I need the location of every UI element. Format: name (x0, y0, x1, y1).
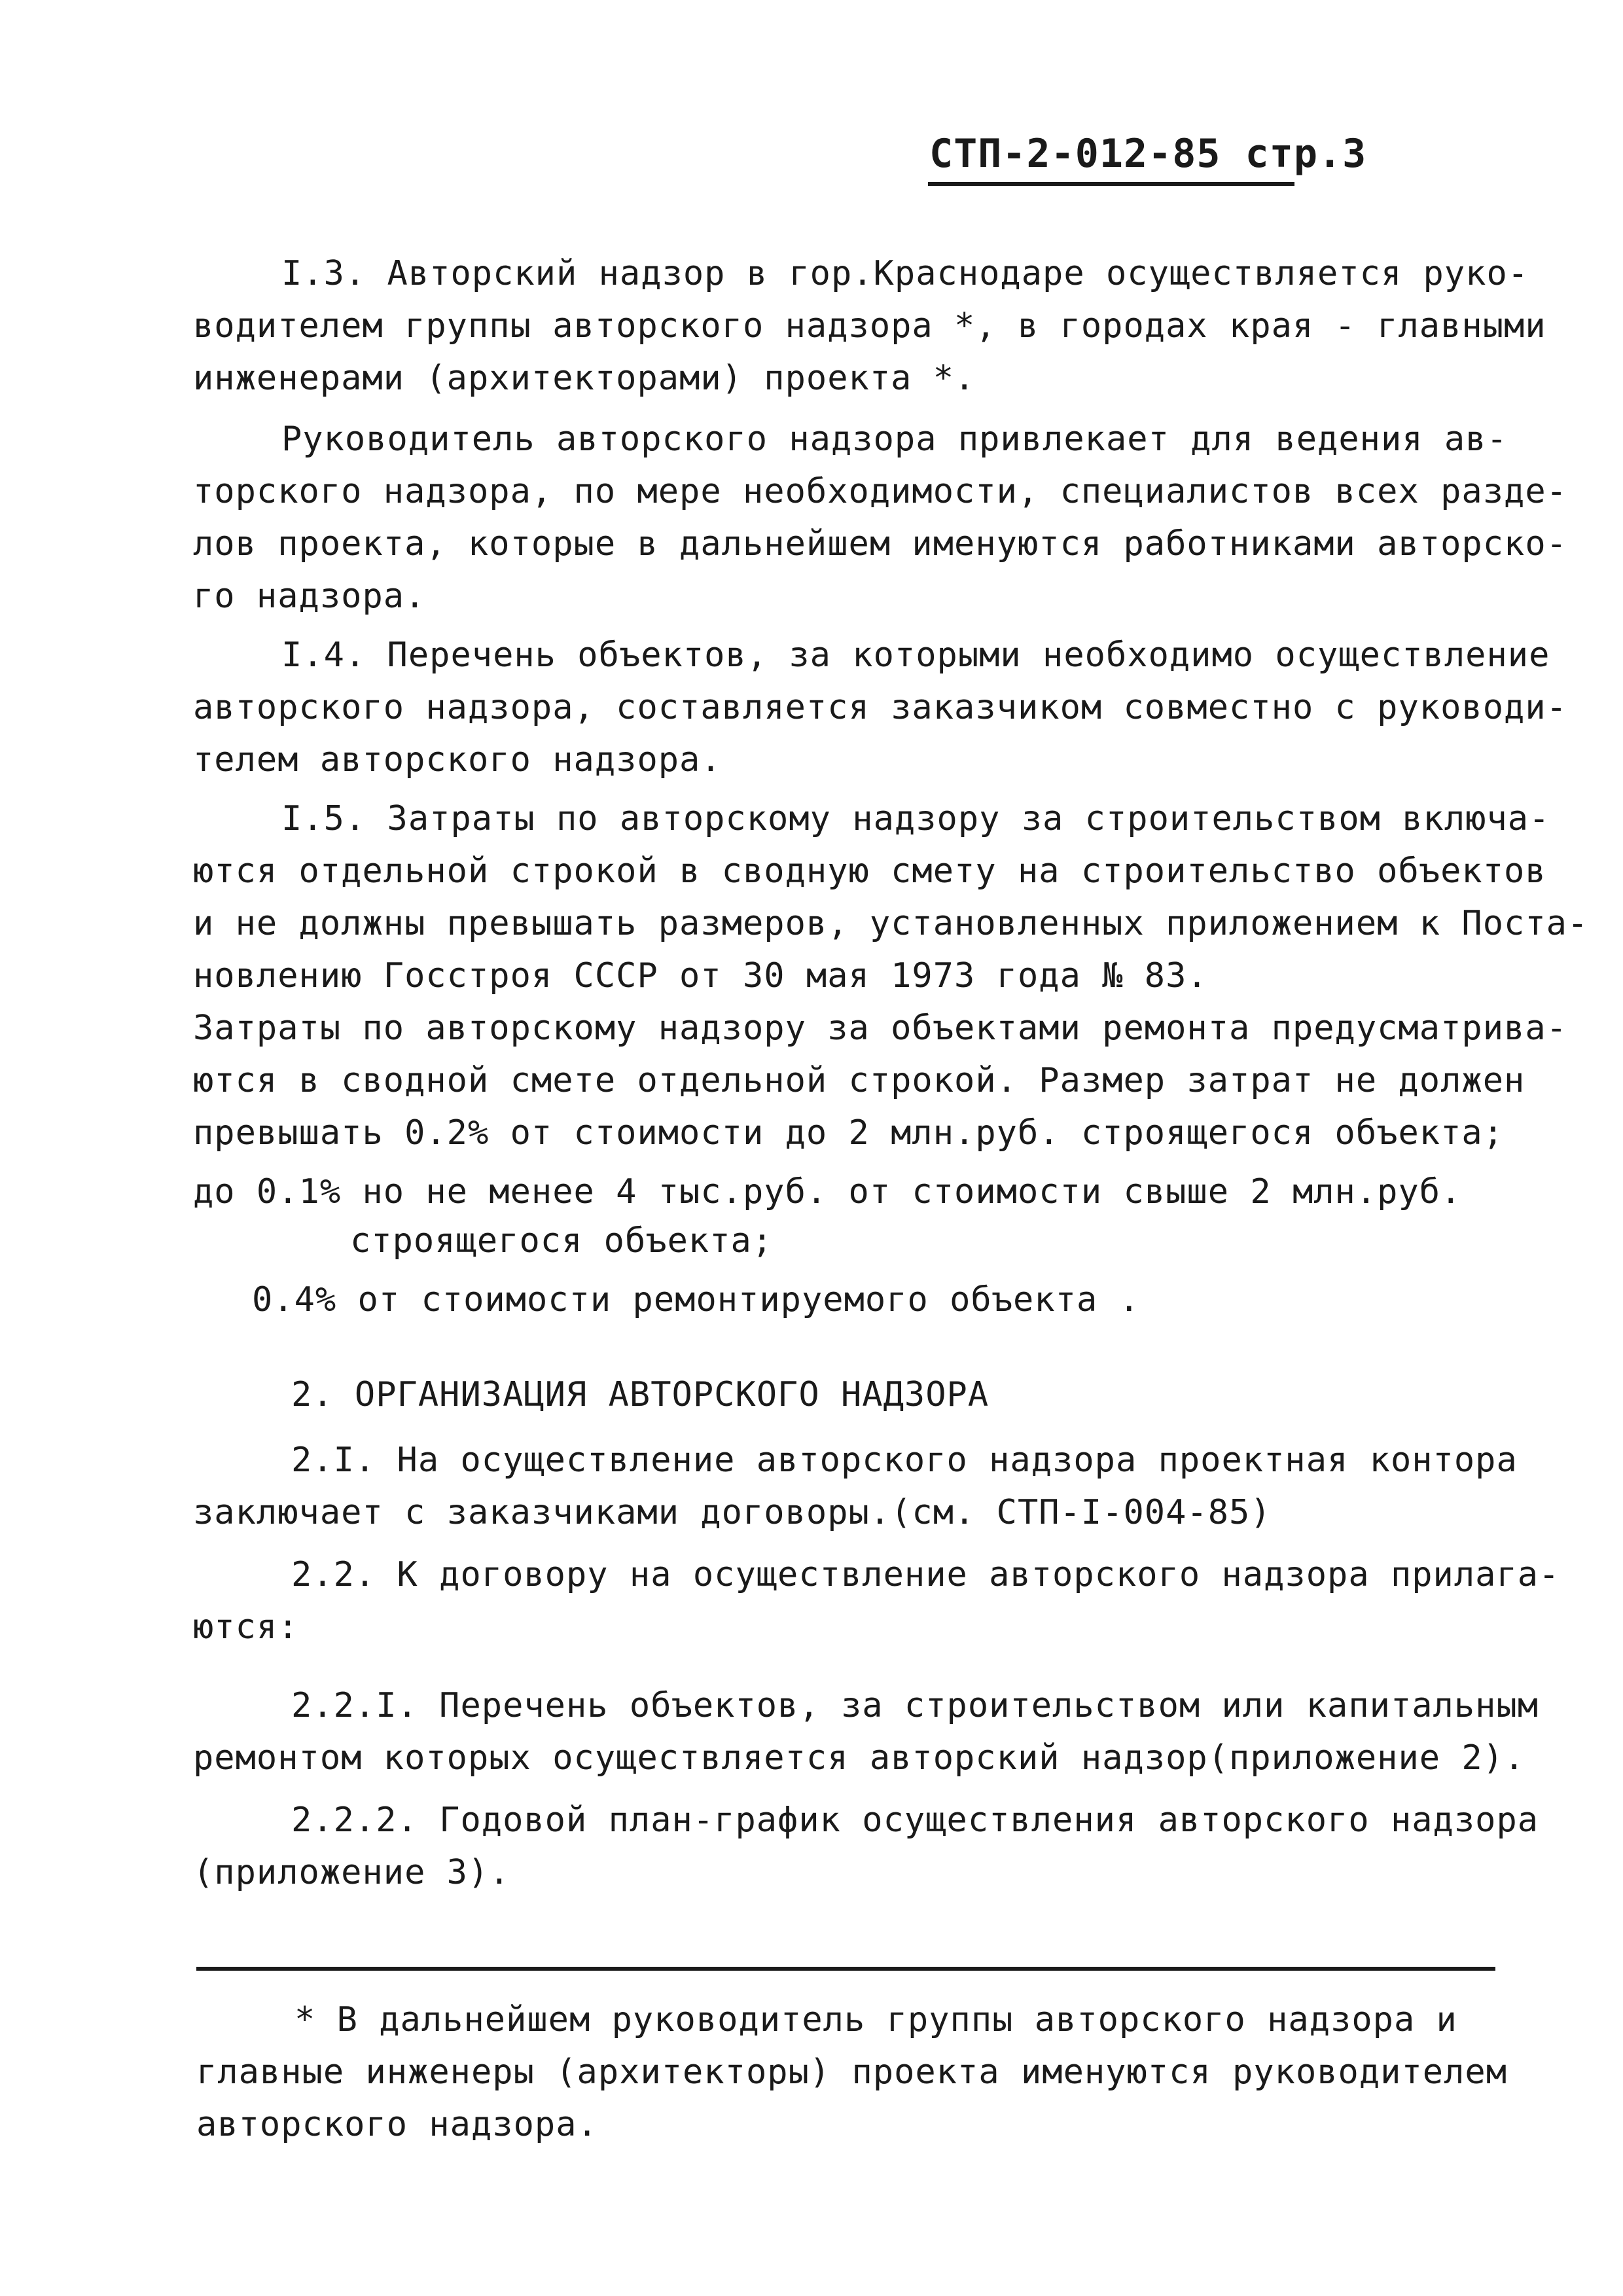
text-line: Затраты по авторскому надзору за объектами ремонта предусматрива- (193, 1009, 1567, 1048)
text-line: 2.2. К договору на осуществление авторского надзора прилага- (291, 1555, 1560, 1594)
text-line: инженерами (архитекторами) проекта *. (193, 359, 976, 398)
text-line: до 0.1% но не менее 4 тыс.руб. от стоимости свыше 2 млн.руб. (193, 1172, 1462, 1211)
text-line: строящегося объекта; (350, 1221, 774, 1261)
text-line: ремонтом которых осуществляется авторский надзор(приложение 2). (193, 1738, 1525, 1778)
text-line: заключает с заказчиками договоры.(см. СТП-I-004-85) (193, 1493, 1272, 1532)
text-line: Руководитель авторского надзора привлекает для ведения ав- (281, 420, 1508, 459)
text-line: и не должны превышать размеров, установленных приложением к Поста- (193, 904, 1589, 943)
text-line: (приложение 3). (193, 1853, 510, 1892)
text-line: ются отдельной строкой в сводную смету на строительство объектов (193, 852, 1546, 891)
text-line: телем авторского надзора. (193, 740, 722, 780)
footnote-separator (196, 1967, 1495, 1971)
text-line: I.5. Затраты по авторскому надзору за строительством включа- (281, 799, 1550, 838)
document-code-header: СТП-2-012-85 стр.3 (929, 131, 1367, 177)
text-line: 2.2.2. Годовой план-график осуществления авторского надзора (291, 1801, 1539, 1840)
text-line: водителем группы авторского надзора *, в городах края - главными (193, 306, 1546, 346)
footnote-line: авторского надзора. (196, 2105, 598, 2144)
header-underline (928, 182, 1294, 186)
footnote-line: главные инженеры (архитекторы) проекта именуются руководителем (196, 2053, 1508, 2092)
text-line: 2.2.I. Перечень объектов, за строительством или капитальным (291, 1686, 1539, 1725)
text-line: 0.4% от стоимости ремонтируемого объекта . (252, 1280, 1140, 1319)
text-line: новлению Госстроя СССР от 30 мая 1973 года № 83. (193, 956, 1208, 996)
text-line: ются в сводной смете отдельной строкой. Размер затрат не должен (193, 1061, 1525, 1100)
text-line: превышать 0.2% от стоимости до 2 млн.руб. строящегося объекта; (193, 1113, 1505, 1153)
text-line: лов проекта, которые в дальнейшем именуются работниками авторско- (193, 524, 1567, 564)
text-line: торского надзора, по мере необходимости, специалистов всех разде- (193, 472, 1567, 511)
text-line: го надзора. (193, 577, 426, 616)
footnote-line: * В дальнейшем руководитель группы авторского надзора и (294, 2000, 1457, 2039)
text-line: 2.I. На осуществление авторского надзора проектная контора (291, 1441, 1518, 1480)
text-line: авторского надзора, составляется заказчиком совместно с руководи- (193, 688, 1567, 727)
text-line: I.3. Авторский надзор в гор.Краснодаре осуществляется руко- (281, 254, 1529, 293)
section-heading: 2. ОРГАНИЗАЦИЯ АВТОРСКОГО НАДЗОРА (291, 1375, 990, 1414)
text-line: ются: (193, 1607, 299, 1647)
text-line: I.4. Перечень объектов, за которыми необходимо осуществление (281, 636, 1550, 675)
